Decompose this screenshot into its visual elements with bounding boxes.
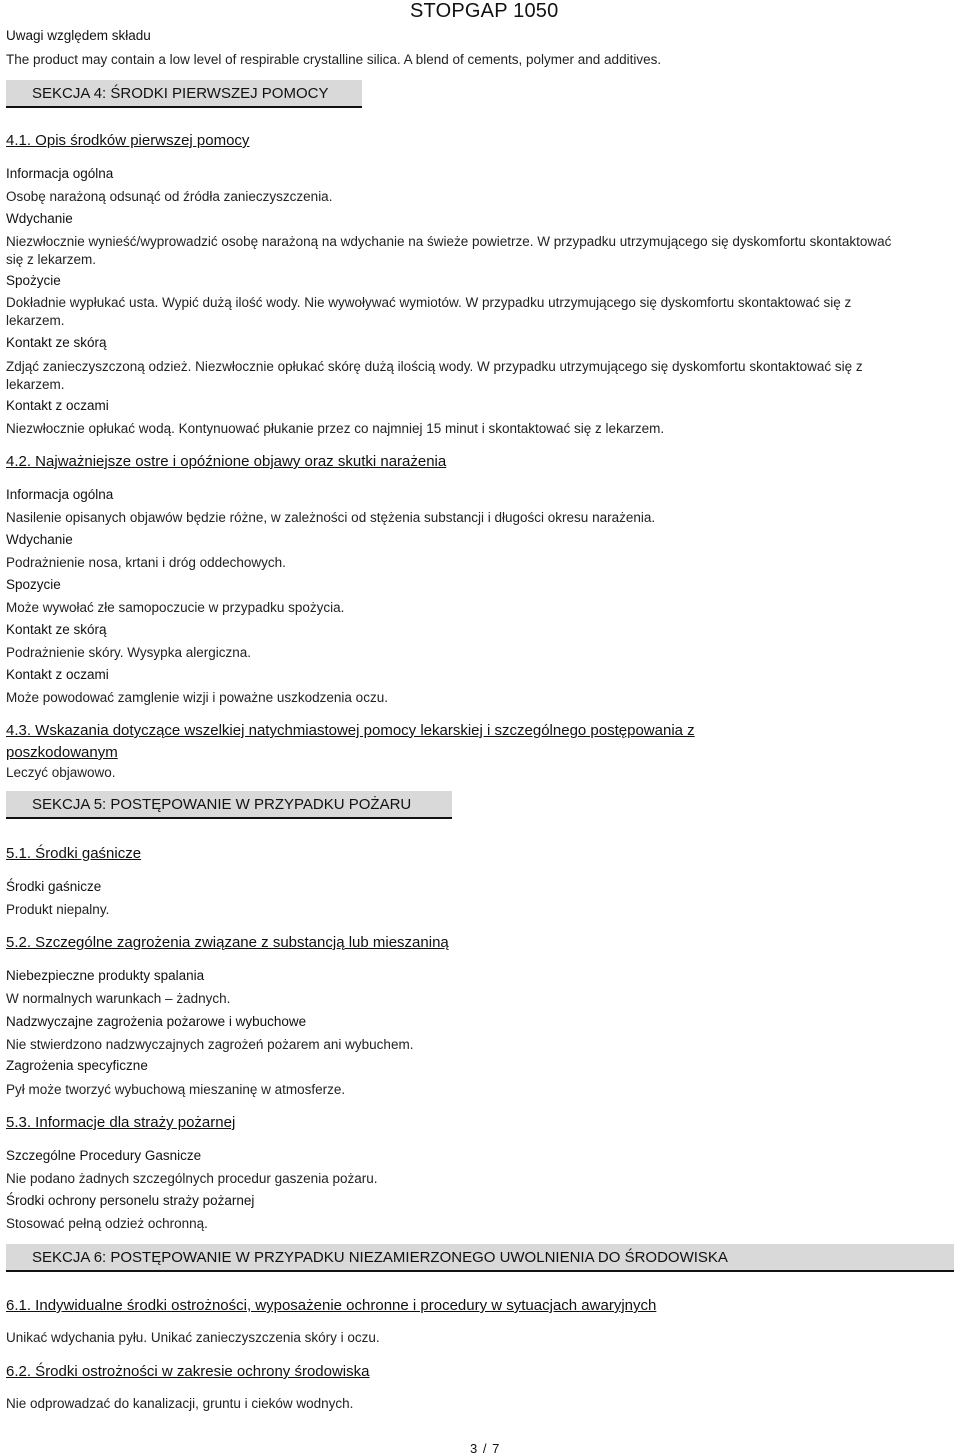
general-info-text: Osobę narażoną odsunąć od źródła zanieczyszczenia. (6, 189, 333, 204)
eye-contact-text: Niezwłocznie opłukać wodą. Kontynuować płukanie przez co najmniej 15 minut i skontaktować się z lekarzem. (6, 421, 665, 436)
subsection-4-3-heading: 4.3. Wskazania dotyczące wszelkiej natychmiastowej pomocy lekarskiej i szczególnego postępowania z (6, 722, 695, 739)
inhalation-text: Niezwłocznie wynieść/wyprowadzić osobę narażoną na wdychanie na świeże powietrze. W przypadku utrzymującego się dyskomfortu skontaktować się z lekarzem. (6, 234, 892, 267)
ingestion-label: Spozycie (6, 577, 61, 592)
section-5-header (6, 791, 452, 819)
subsection-6-1-heading: 6.1. Indywidualne środki ostrożności, wyposażenie ochronne i procedury w sytuacjach awaryjnych (6, 1297, 657, 1314)
subsection-4-2-heading: 4.2. Najważniejsze ostre i opóźnione objawy oraz skutki narażenia (6, 453, 447, 470)
section-6-header (6, 1244, 954, 1272)
skin-contact-label: Kontakt ze skórą (6, 622, 107, 637)
subsection-5-2-heading: 5.2. Szczególne zagrożenia związane z substancją lub mieszaniną (6, 934, 449, 951)
firefighting-procedures-label: Szczególne Procedury Gasnicze (6, 1148, 202, 1163)
fire-hazards-text: Nie stwierdzono nadzwyczajnych zagrożeń pożarem ani wybuchem. (6, 1037, 414, 1052)
general-info-label: Informacja ogólna (6, 166, 114, 181)
personal-precautions-text: Unikać wdychania pyłu. Unikać zanieczyszczenia skóry i oczu. (6, 1330, 380, 1345)
document-title: STOPGAP 1050 (410, 0, 559, 22)
skin-contact-label: Kontakt ze skórą (6, 335, 107, 350)
combustion-products-label: Niebezpieczne produkty spalania (6, 968, 205, 983)
section-4-header (6, 80, 362, 108)
eye-contact-text: Może powodować zamglenie wizji i poważne uszkodzenia oczu. (6, 690, 388, 705)
skin-contact-text: Zdjąć zanieczyszczoną odzież. Niezwłocznie opłukać skórę dużą ilością wody. W przypadku utrzymującego się dyskomfortu skontaktować się z lekarzem. (6, 359, 863, 392)
fire-hazards-label: Nadzwyczajne zagrożenia pożarowe i wybuchowe (6, 1014, 307, 1029)
eye-contact-label: Kontakt z oczami (6, 667, 109, 682)
combustion-products-text: W normalnych warunkach – żadnych. (6, 991, 231, 1006)
specific-hazards-text: Pył może tworzyć wybuchową mieszaninę w atmosferze. (6, 1082, 346, 1097)
inhalation-label: Wdychanie (6, 532, 73, 547)
treatment-text: Leczyć objawowo. (6, 765, 116, 780)
extinguishing-media-label: Środki gaśnicze (6, 879, 102, 894)
section-6-title: SEKCJA 6: POSTĘPOWANIE W PRZYPADKU NIEZAMIERZONEGO UWOLNIENIA DO ŚRODOWISKA (32, 1249, 728, 1266)
inhalation-label: Wdychanie (6, 211, 73, 226)
extinguishing-media-text: Produkt niepalny. (6, 902, 110, 917)
general-info-text: Nasilenie opisanych objawów będzie różne, w zależności od stężenia substancji i długości okresu narażenia. (6, 510, 656, 525)
inhalation-text: Podrażnienie nosa, krtani i dróg oddechowych. (6, 555, 286, 570)
skin-contact-text: Podrażnienie skóry. Wysypka alergiczna. (6, 645, 251, 660)
ingestion-text: Może wywołać złe samopoczucie w przypadku spożycia. (6, 600, 345, 615)
environmental-precautions-text: Nie odprowadzać do kanalizacji, gruntu i cieków wodnych. (6, 1396, 354, 1411)
composition-notes-text: The product may contain a low level of respirable crystalline silica. A blend of cements, polymer and additives. (6, 52, 662, 67)
subsection-5-3-heading: 5.3. Informacje dla straży pożarnej (6, 1114, 236, 1131)
section-5-title: SEKCJA 5: POSTĘPOWANIE W PRZYPADKU POŻARU (32, 796, 412, 813)
firefighting-procedures-text: Nie podano żadnych szczególnych procedur gaszenia pożaru. (6, 1171, 378, 1186)
eye-contact-label: Kontakt z oczami (6, 398, 109, 413)
composition-notes-heading: Uwagi względem składu (6, 28, 151, 43)
section-4-title: SEKCJA 4: ŚRODKI PIERWSZEJ POMOCY (32, 85, 329, 102)
subsection-5-1-heading: 5.1. Środki gaśnicze (6, 845, 142, 862)
subsection-4-1-heading: 4.1. Opis środków pierwszej pomocy (6, 132, 250, 149)
ingestion-text: Dokładnie wypłukać usta. Wypić dużą ilość wody. Nie wywoływać wymiotów. W przypadku utrzymującego się dyskomfortu skontaktować się z lekarzem. (6, 295, 852, 328)
ingestion-label: Spożycie (6, 273, 61, 288)
general-info-label: Informacja ogólna (6, 487, 114, 502)
subsection-4-3-heading-cont: poszkodowanym (6, 744, 118, 761)
firefighter-ppe-text: Stosować pełną odzież ochronną. (6, 1216, 208, 1231)
specific-hazards-label: Zagrożenia specyficzne (6, 1058, 148, 1073)
firefighter-ppe-label: Środki ochrony personelu straży pożarnej (6, 1193, 255, 1208)
page-number: 3 / 7 (470, 1441, 501, 1456)
subsection-6-2-heading: 6.2. Środki ostrożności w zakresie ochrony środowiska (6, 1363, 370, 1380)
